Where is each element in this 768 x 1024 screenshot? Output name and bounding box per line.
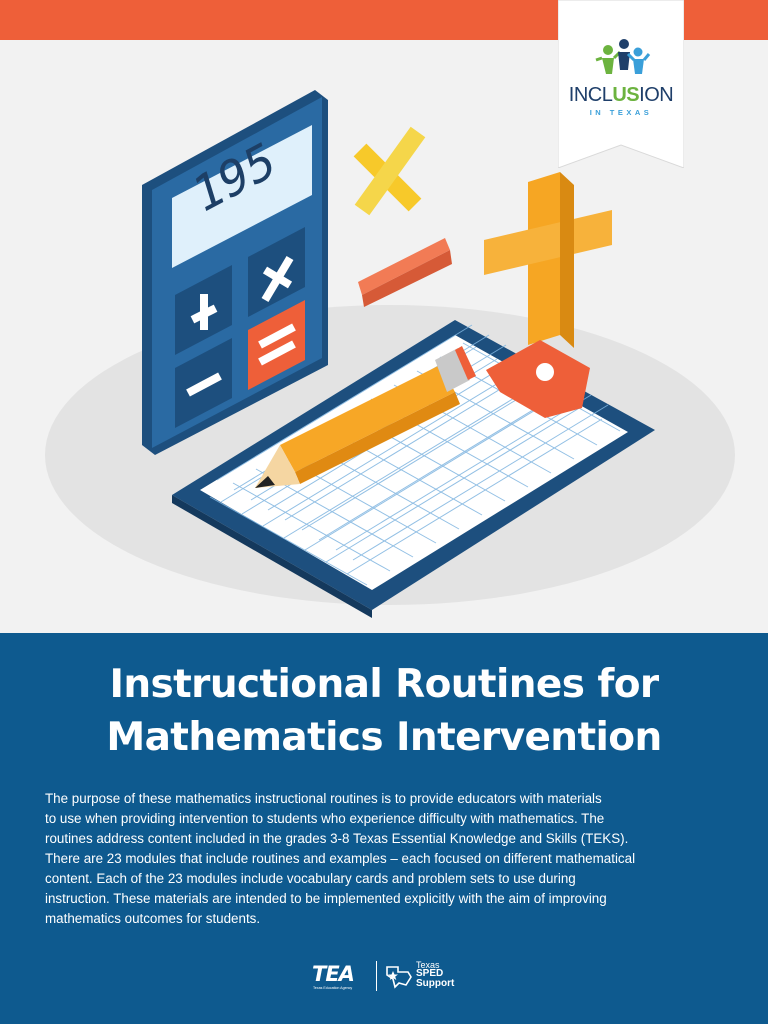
footer-logos bbox=[312, 958, 472, 998]
tea-logo: TEA bbox=[312, 962, 354, 986]
paragraph-line: The purpose of these mathematics instructional routines is to provide educators with materials bbox=[45, 791, 602, 806]
logo-word-end: ION bbox=[639, 84, 674, 106]
texas-star-icon bbox=[384, 963, 414, 989]
logo-word-highlight: US bbox=[612, 84, 640, 106]
logo-word-start: INCL bbox=[568, 84, 613, 106]
paragraph-line: content. Each of the 23 modules include vocabulary cards and problem sets to use during bbox=[45, 871, 576, 886]
paragraph-line: to use when providing intervention to students who experience difficulty with mathematics. The bbox=[45, 811, 605, 826]
paragraph-line: mathematics outcomes for students. bbox=[45, 911, 261, 926]
minus-icon bbox=[358, 238, 452, 307]
sped-texas-label: Texas bbox=[416, 960, 440, 970]
logo-divider bbox=[376, 961, 377, 991]
sped-support-label: Support bbox=[416, 978, 455, 989]
page-title bbox=[0, 658, 768, 764]
tea-logo-subtitle: Texas Education Agency bbox=[313, 986, 353, 990]
sped-label: SPED bbox=[416, 968, 444, 979]
inclusion-wordmark bbox=[558, 84, 684, 107]
multiply-icon bbox=[360, 132, 418, 210]
calculator-display: 195 bbox=[183, 132, 286, 223]
title-line-2: Mathematics Intervention bbox=[106, 715, 662, 760]
inclusion-subtitle: IN TEXAS bbox=[589, 108, 653, 117]
title-line-1: Instructional Routines for bbox=[109, 662, 659, 707]
paragraph-line: There are 23 modules that include routines and examples – each focused on different mathematical bbox=[45, 851, 636, 866]
inclusion-logo-ribbon bbox=[558, 0, 684, 168]
paragraph-line: routines address content included in the grades 3-8 Texas Essential Knowledge and Skills (TEKS). bbox=[45, 831, 629, 846]
intro-paragraph bbox=[45, 789, 735, 929]
paragraph-line: instruction. These materials are intended to be implemented explicitly with the aim of improving bbox=[45, 891, 607, 906]
